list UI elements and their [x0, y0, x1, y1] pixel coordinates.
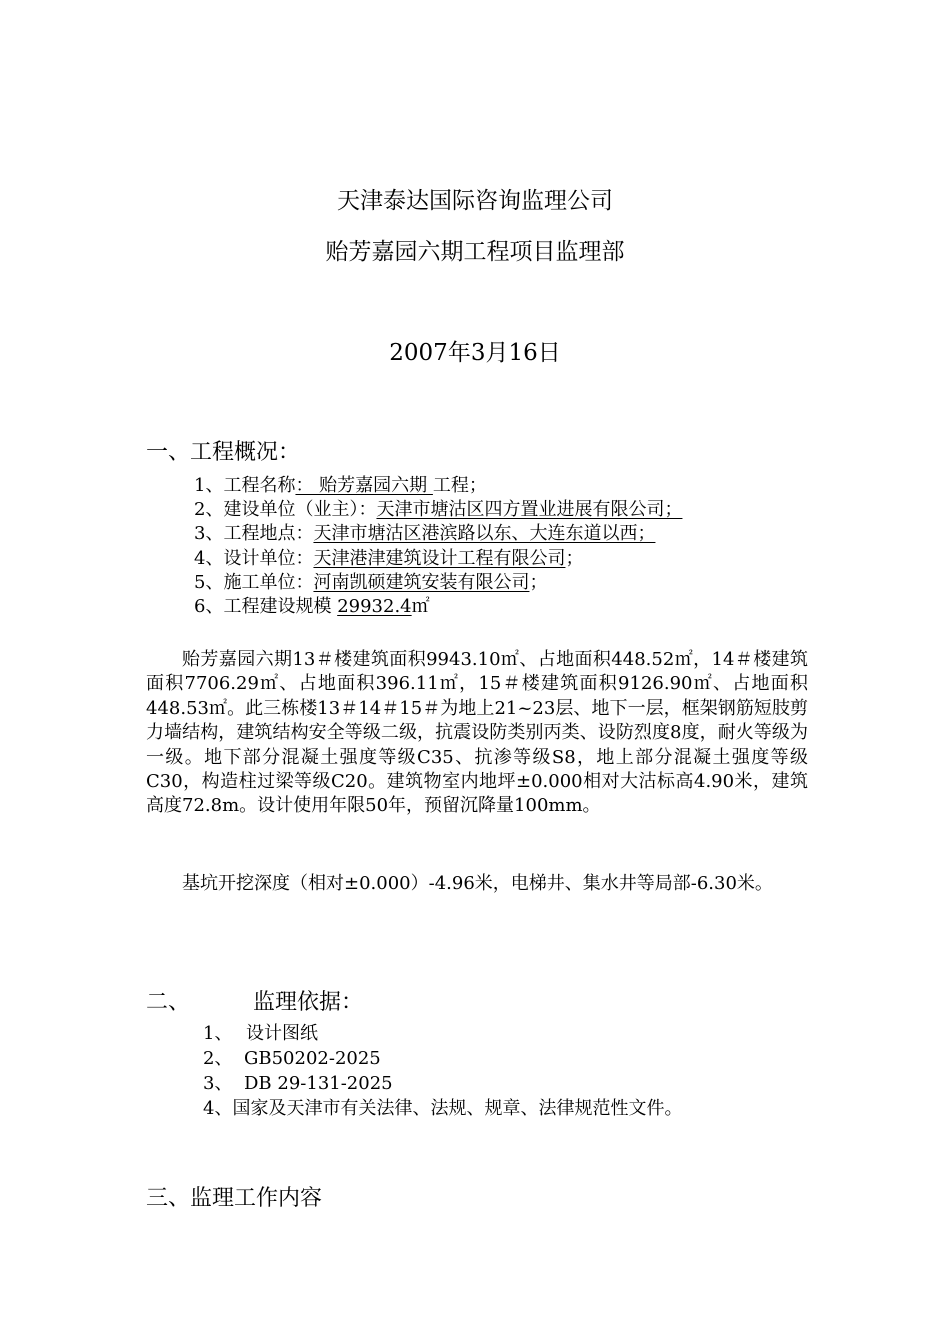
department-name: 贻芳嘉园六期工程项目监理部 [325, 239, 625, 265]
basis-text: DB 29-131-2025 [244, 1073, 393, 1094]
document-date: 2007年3月16日 [389, 340, 561, 366]
basis-text: 4、国家及天津市有关法律、法规、规章、法律规范性文件。 [203, 1098, 683, 1119]
basis-text: GB50202-2025 [244, 1048, 381, 1069]
item-suffix: 工程； [432, 475, 487, 496]
basis-number: 1、 [203, 1023, 233, 1044]
section2-number: 二、 [146, 990, 191, 1015]
item-value: 天津市塘沽区四方置业进展有限公司； [376, 499, 683, 520]
section3-heading: 三、监理工作内容 [146, 1186, 323, 1211]
project-info-item [194, 474, 487, 498]
item-value: 天津港津建筑设计工程有限公司 [313, 548, 566, 569]
project-info-item [194, 498, 682, 522]
item-label: 2、建设单位（业主）： [194, 499, 377, 520]
item-label: 4、设计单位： [194, 548, 314, 569]
item-value: ： 贻芳嘉园六期 [295, 475, 433, 496]
section2-title: 监理依据： [253, 990, 364, 1015]
item-value: 29932.4 [337, 596, 412, 617]
project-info-item [194, 595, 430, 619]
item-suffix: ㎡ [411, 596, 430, 617]
item-suffix: ； [529, 572, 548, 593]
company-name: 天津泰达国际咨询监理公司 [337, 188, 613, 214]
excavation-description: 基坑开挖深度（相对±0.000）-4.96米，电梯井、集水井等局部-6.30米。 [182, 873, 773, 894]
item-label: 5、施工单位： [194, 572, 314, 593]
basis-number: 2、 [203, 1048, 233, 1069]
basis-text: 设计图纸 [246, 1023, 318, 1044]
project-info-item [194, 571, 547, 595]
item-suffix: ； [565, 548, 584, 569]
item-label: 6、工程建设规模 [194, 596, 338, 617]
basis-number: 3、 [203, 1073, 233, 1094]
section1-heading: 一、工程概况： [146, 440, 301, 465]
item-label: 3、工程地点： [194, 523, 314, 544]
item-label: 1、工程名称 [194, 475, 296, 496]
item-value: 天津市塘沽区港滨路以东、大连东道以西； [313, 523, 656, 544]
project-info-item [194, 547, 583, 571]
project-description: 贻芳嘉园六期13＃楼建筑面积9943.10㎡、占地面积448.52㎡，14＃楼建筑面积7706.29㎡、占地面积396.11㎡，15＃楼建筑面积9126.90㎡、占地面积448.53㎡。此三栋楼13＃14＃15＃为地上21~23层、地下一层，框架钢筋短肢剪力墙结构，建筑结构安全等级二级，抗震设防类别丙类、设防烈度8度，耐火等级为一级。地下部分混凝土强度等级C35、抗渗等级S8，地上部分混凝土强度等级C30，构造柱过梁等级C20。建筑物室内地坪±0.000相对大沽标高4.90米，建筑高度72.8m。设计使用年限50年，预留沉降量100mm。 [146, 649, 808, 817]
item-value: 河南凯硕建筑安装有限公司 [313, 572, 530, 593]
project-info-item [194, 522, 655, 546]
